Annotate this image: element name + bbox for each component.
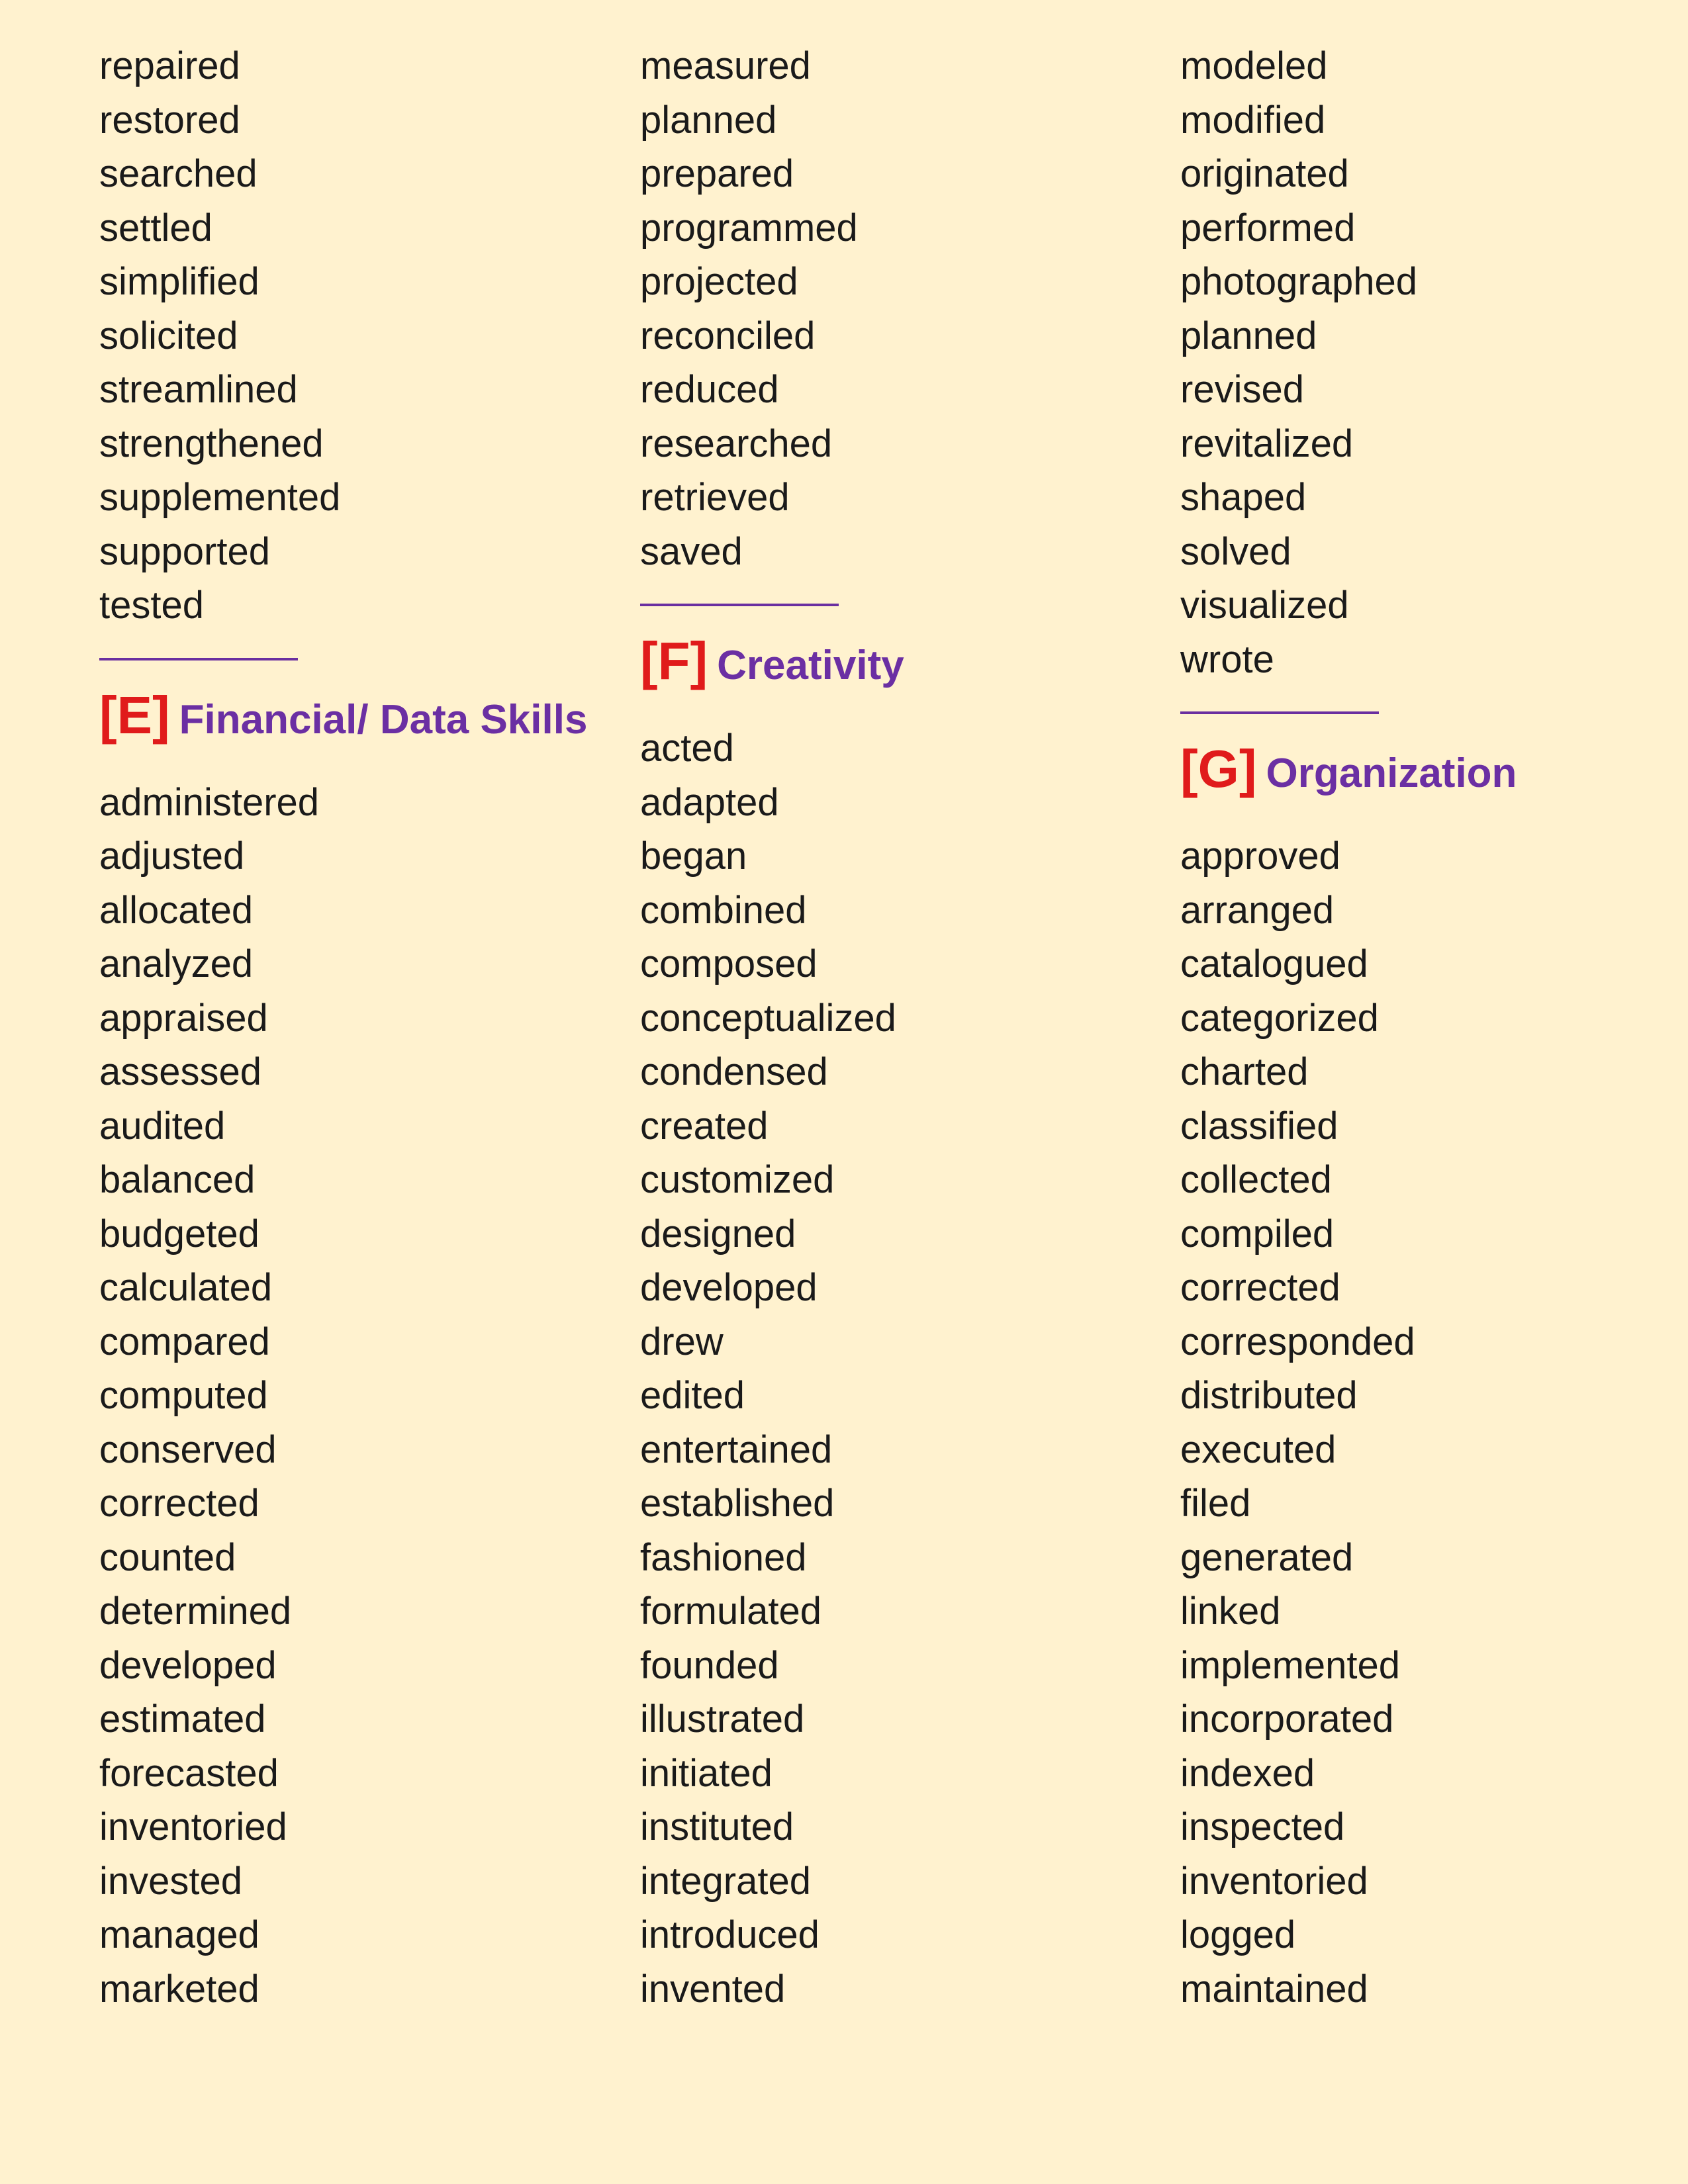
list-item: forecasted (99, 1751, 279, 1795)
section-title: Financial/ Data Skills (179, 696, 588, 743)
list-item: supplemented (99, 476, 341, 519)
list-item: linked (1180, 1590, 1281, 1633)
list-item: shaped (1180, 476, 1307, 519)
list-item: marketed (99, 1967, 259, 2011)
list-item: arranged (1180, 888, 1335, 932)
list-item: drew (640, 1320, 724, 1363)
section-heading-e (99, 687, 602, 744)
list-item: revitalized (1180, 422, 1354, 465)
list-item: catalogued (1180, 942, 1368, 985)
list-item: conceptualized (640, 996, 896, 1040)
list-item: designed (640, 1212, 796, 1255)
list-item: analyzed (99, 942, 254, 985)
list-item: fashioned (640, 1535, 807, 1579)
list-item: implemented (1180, 1643, 1401, 1687)
list-item: retrieved (640, 476, 790, 519)
list-item: compiled (1180, 1212, 1335, 1255)
list-item: corresponded (1180, 1320, 1415, 1363)
list-item: tested (99, 584, 204, 627)
list-item: maintained (1180, 1967, 1368, 2011)
list-item: customized (640, 1158, 835, 1201)
list-item: introduced (640, 1913, 820, 1956)
list-item: conserved (99, 1428, 277, 1471)
list-item: collected (1180, 1158, 1332, 1201)
list-item: indexed (1180, 1751, 1315, 1795)
list-item: adapted (640, 780, 779, 824)
list-item: saved (640, 529, 743, 573)
list-item: streamlined (99, 368, 298, 411)
list-item: developed (99, 1643, 277, 1687)
list-item: corrected (99, 1482, 259, 1525)
column-3 (1180, 39, 1683, 2016)
list-item: estimated (99, 1698, 266, 1741)
list-item: prepared (640, 152, 794, 195)
list-item: generated (1180, 1535, 1354, 1579)
list-item: inspected (1180, 1805, 1345, 1848)
list-item: compared (99, 1320, 270, 1363)
list-item: audited (99, 1104, 226, 1148)
list-item: originated (1180, 152, 1349, 195)
list-item: modified (1180, 98, 1326, 142)
list-item: assessed (99, 1050, 262, 1093)
list-item: programmed (640, 206, 858, 250)
list-item: initiated (640, 1751, 773, 1795)
list-item: simplified (99, 260, 259, 303)
list-item: charted (1180, 1050, 1309, 1093)
list-item: revised (1180, 368, 1304, 411)
section-letter: [E] (99, 685, 170, 745)
list-item: balanced (99, 1158, 256, 1201)
list-item: categorized (1180, 996, 1379, 1040)
list-item: invented (640, 1967, 786, 2011)
column-1 (99, 39, 602, 2016)
list-item: wrote (1180, 637, 1274, 681)
list-item: solved (1180, 529, 1291, 573)
section-divider (99, 658, 298, 660)
list-item: logged (1180, 1913, 1296, 1956)
list-item: reconciled (640, 314, 816, 357)
list-item: developed (640, 1266, 818, 1309)
list-item: solicited (99, 314, 238, 357)
list-item: administered (99, 780, 320, 824)
list-item: created (640, 1104, 769, 1148)
list-item: searched (99, 152, 258, 195)
list-item: settled (99, 206, 212, 250)
section-title: Organization (1266, 751, 1517, 796)
list-item: determined (99, 1590, 292, 1633)
section-heading-g (1180, 741, 1683, 797)
word-list (1180, 829, 1683, 2016)
list-item: executed (1180, 1428, 1336, 1471)
word-list-continued (1180, 39, 1683, 686)
list-item: planned (640, 98, 777, 142)
list-item: computed (99, 1374, 268, 1417)
list-item: measured (640, 44, 811, 87)
list-item: classified (1180, 1104, 1338, 1148)
list-item: reduced (640, 368, 779, 411)
list-item: formulated (640, 1590, 822, 1633)
list-item: repaired (99, 44, 240, 87)
list-item: established (640, 1482, 835, 1525)
list-item: corrected (1180, 1266, 1340, 1309)
word-list (99, 776, 602, 2017)
section-divider (1180, 711, 1379, 714)
section-title: Creativity (717, 643, 904, 688)
list-item: illustrated (640, 1698, 805, 1741)
list-item: entertained (640, 1428, 833, 1471)
list-item: founded (640, 1643, 779, 1687)
list-item: modeled (1180, 44, 1328, 87)
list-item: managed (99, 1913, 259, 1956)
list-item: instituted (640, 1805, 794, 1848)
list-item: incorporated (1180, 1698, 1394, 1741)
list-item: distributed (1180, 1374, 1358, 1417)
list-item: acted (640, 727, 734, 770)
list-item: filed (1180, 1482, 1251, 1525)
list-item: budgeted (99, 1212, 259, 1255)
list-item: condensed (640, 1050, 828, 1093)
list-item: invested (99, 1859, 243, 1903)
list-item: adjusted (99, 835, 245, 878)
list-item: inventoried (1180, 1859, 1368, 1903)
section-letter: [F] (640, 631, 708, 690)
list-item: approved (1180, 835, 1340, 878)
column-2 (640, 39, 1143, 2016)
word-list-continued (99, 39, 602, 633)
list-item: counted (99, 1535, 236, 1579)
list-item: restored (99, 98, 240, 142)
list-item: composed (640, 942, 818, 985)
list-item: appraised (99, 996, 268, 1040)
list-item: integrated (640, 1859, 811, 1903)
list-item: visualized (1180, 584, 1349, 627)
list-item: allocated (99, 888, 254, 932)
list-item: supported (99, 529, 270, 573)
list-item: calculated (99, 1266, 273, 1309)
list-item: edited (640, 1374, 745, 1417)
word-list-continued (640, 39, 1143, 578)
list-item: inventoried (99, 1805, 287, 1848)
word-list (640, 721, 1143, 2016)
list-item: strengthened (99, 422, 324, 465)
list-item: projected (640, 260, 798, 303)
list-item: performed (1180, 206, 1356, 250)
list-item: combined (640, 888, 807, 932)
list-item: photographed (1180, 260, 1417, 303)
section-divider (640, 604, 839, 606)
list-item: planned (1180, 314, 1317, 357)
section-heading-f (640, 633, 1143, 690)
list-item: began (640, 835, 747, 878)
section-letter: [G] (1180, 739, 1257, 798)
list-item: researched (640, 422, 833, 465)
